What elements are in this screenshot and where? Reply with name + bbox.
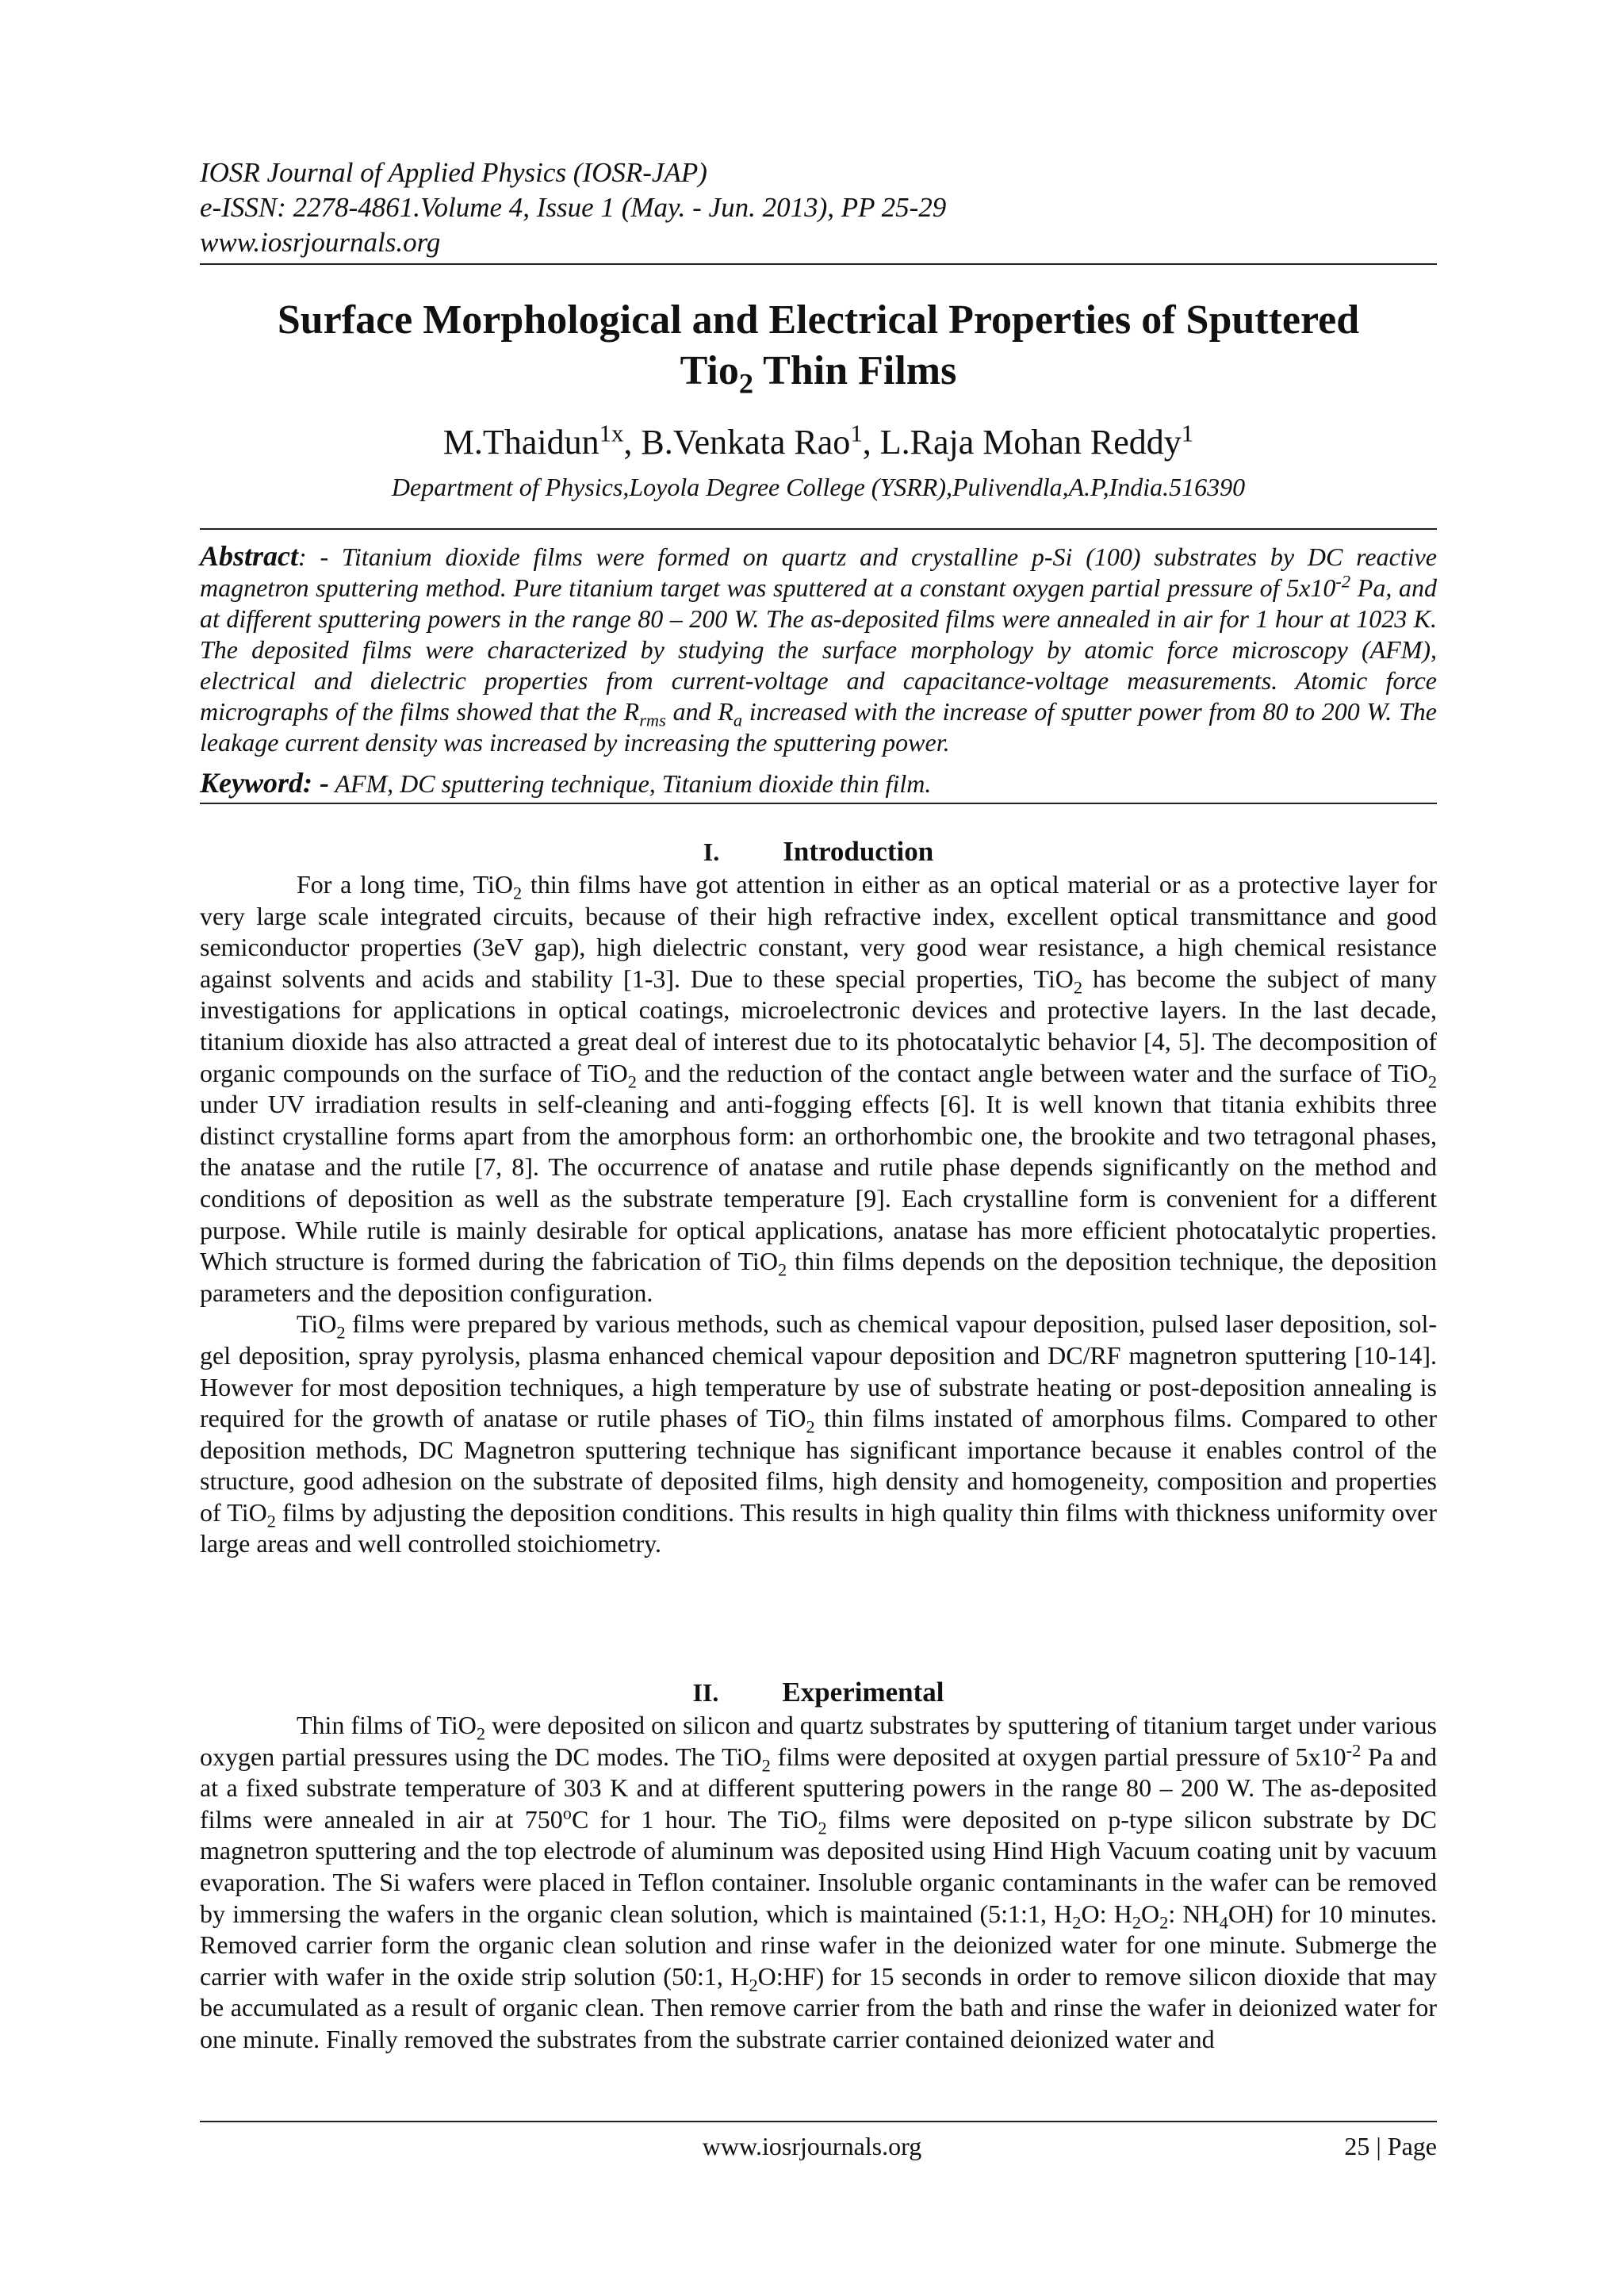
header-rule	[200, 263, 1437, 265]
abstract-top-rule	[200, 528, 1437, 530]
keyword-label: Keyword: -	[200, 767, 329, 799]
title-line-1: Surface Morphological and Electrical Properties of Sputtered	[277, 297, 1360, 343]
section-heading-experimental: II. Experimental	[692, 1677, 944, 1708]
author-1: M.Thaidun	[442, 423, 599, 462]
journal-header	[200, 155, 1437, 260]
intro-paragraph-1: For a long time, TiO$_2$ thin films have got attention in either as an optical material or as a protective layer for very large scale integrated circuits, because of their high refractive index, excellent optical transmittance and good semiconductor properties (3eV gap), high dielectric constant, very good wear resistance, a high chemical resistance against solvents and acids and stability [1-3]. Due to these special properties, TiO$_2$ has become the subject of many investigations for applications in optical coatings, microelectronic devices and protective layers. In the last decade, titanium dioxide has also attracted a great deal of interest due to its photocatalytic behavior [4, 5]. The decomposition of organic compounds on the surface of TiO$_2$ and the reduction of the contact angle between water and the surface of TiO$_2$ under UV irradiation results in self-cleaning and anti-fogging effects [6]. It is well known that titania exhibits three distinct crystalline forms apart from the amorphous form: an orthorhombic one, the brookite and two tetragonal phases, the anatase and the rutile [7, 8]. The occurrence of anatase and rutile phase depends significantly on the method and conditions of deposition as well as the substrate temperature [9]. Each crystalline form is convenient for a different purpose. While rutile is mainly desirable for optical applications, anatase has more efficient photocatalytic properties. Which structure is formed during the fabrication of TiO$_2$ thin films depends on the deposition technique, the deposition parameters and the deposition configuration.	[200, 870, 1438, 1307]
issn-line: e-ISSN: 2278-4861.Volume 4, Issue 1 (May. - Jun. 2013), PP 25-29	[200, 192, 947, 223]
author-2: B.Venkata Rao	[641, 423, 851, 462]
experimental-body	[200, 1710, 1437, 2056]
intro-paragraph-2: TiO$_2$ films were prepared by various methods, such as chemical vapour deposition, pulsed laser deposition, sol-gel deposition, spray pyrolysis, plasma enhanced chemical vapour deposition and DC/RF magnetron sputtering [10-14]. However for most deposition techniques, a high temperature by use of substrate heating or post-deposition annealing is required for the growth of anatase or rutile phases of TiO$_2$ thin films instated of amorphous films. Compared to other deposition methods, DC Magnetron sputtering technique has significant importance because it enables control of the structure, good adhesion on the substrate of deposited films, high density and homogeneity, composition and properties of TiO$_2$ films by adjusting the deposition conditions. This results in high quality thin films with thickness uniformity over large areas and well controlled stoichiometry.	[200, 1309, 1438, 1558]
footer-website: www.iosrjournals.org	[702, 2132, 922, 2160]
footer-rule	[200, 2121, 1437, 2122]
keyword-text: AFM, DC sputtering technique, Titanium dioxide thin film.	[328, 769, 932, 798]
journal-name: IOSR Journal of Applied Physics (IOSR-JAP)	[200, 157, 707, 188]
abstract: Abstract: - Titanium dioxide films were formed on quartz and crystalline p-Si (100) substrates by DC reactive magnetron sputtering method. Pure titanium target was sputtered at a constant oxygen partial pressure of $5x10^{-2}$ Pa, and at different sputtering powers in the range 80 – 200 W. The as-deposited films were annealed in air for 1 hour at 1023 K. The deposited films were characterized by studying the surface morphology by atomic force microscopy (AFM), electrical and dielectric properties from current-voltage and capacitance-voltage measurements. Atomic force micrographs of the films showed that the $R_{rms}$ and $R_a$ increased with the increase of sputter power from 80 to 200 W. The leakage current density was increased by increasing the sputtering power.	[200, 540, 1438, 757]
experimental-paragraph-1: Thin films of TiO$_2$ were deposited on silicon and quartz substrates by sputtering of titanium target under various oxygen partial pressures using the DC modes. The TiO$_2$ films were deposited at oxygen partial pressure of $5x10^{-2}$ Pa and at a fixed substrate temperature of 303 K and at different sputtering powers in the range 80 – 200 W. The as-deposited films were annealed in air at 750$^o$C for 1 hour. The TiO$_2$ films were deposited on p-type silicon substrate by DC magnetron sputtering and the top electrode of aluminum was deposited using Hind High Vacuum coating unit by vacuum evaporation. The Si wafers were placed in Teflon container. Insoluble organic contaminants in the wafer can be removed by immersing the wafers in the organic clean solution, which is maintained (5:1:1, $H_2O$: $H_2O_2$: $NH_4OH$) for 10 minutes. Removed carrier form the organic clean solution and rinse wafer in the deionized water for one minute. Submerge the carrier with wafer in the oxide strip solution (50:1, $H_2O:HF$) for 15 seconds in order to remove silicon dioxide that may be accumulated as a result of organic clean. Then remove carrier from the bath and rinse the wafer in deionized water for one minute. Finally removed the substrates from the substrate carrier contained deionized water and	[200, 1711, 1438, 2053]
author-list: M.Thaidun$^{1x}$, B.Venkata Rao$^1$, L.Raja Mohan Reddy$^1$	[442, 420, 1194, 462]
keywords	[200, 768, 1437, 799]
section-heading-introduction: I. Introduction	[703, 836, 934, 867]
abstract-bottom-rule	[200, 803, 1437, 804]
title-line-2: Tio$_2$ Thin Films	[680, 348, 957, 400]
author-3: L.Raja Mohan Reddy	[879, 423, 1182, 462]
affiliation: Department of Physics,Loyola Degree College (YSRR),Pulivendla,A.P,India.516390	[391, 473, 1246, 501]
abstract-label: Abstract	[200, 540, 299, 572]
page-number: 25 | Page	[1344, 2132, 1437, 2160]
journal-website: www.iosrjournals.org	[200, 227, 441, 258]
introduction-body	[200, 869, 1437, 1560]
paper-title	[200, 295, 1437, 400]
